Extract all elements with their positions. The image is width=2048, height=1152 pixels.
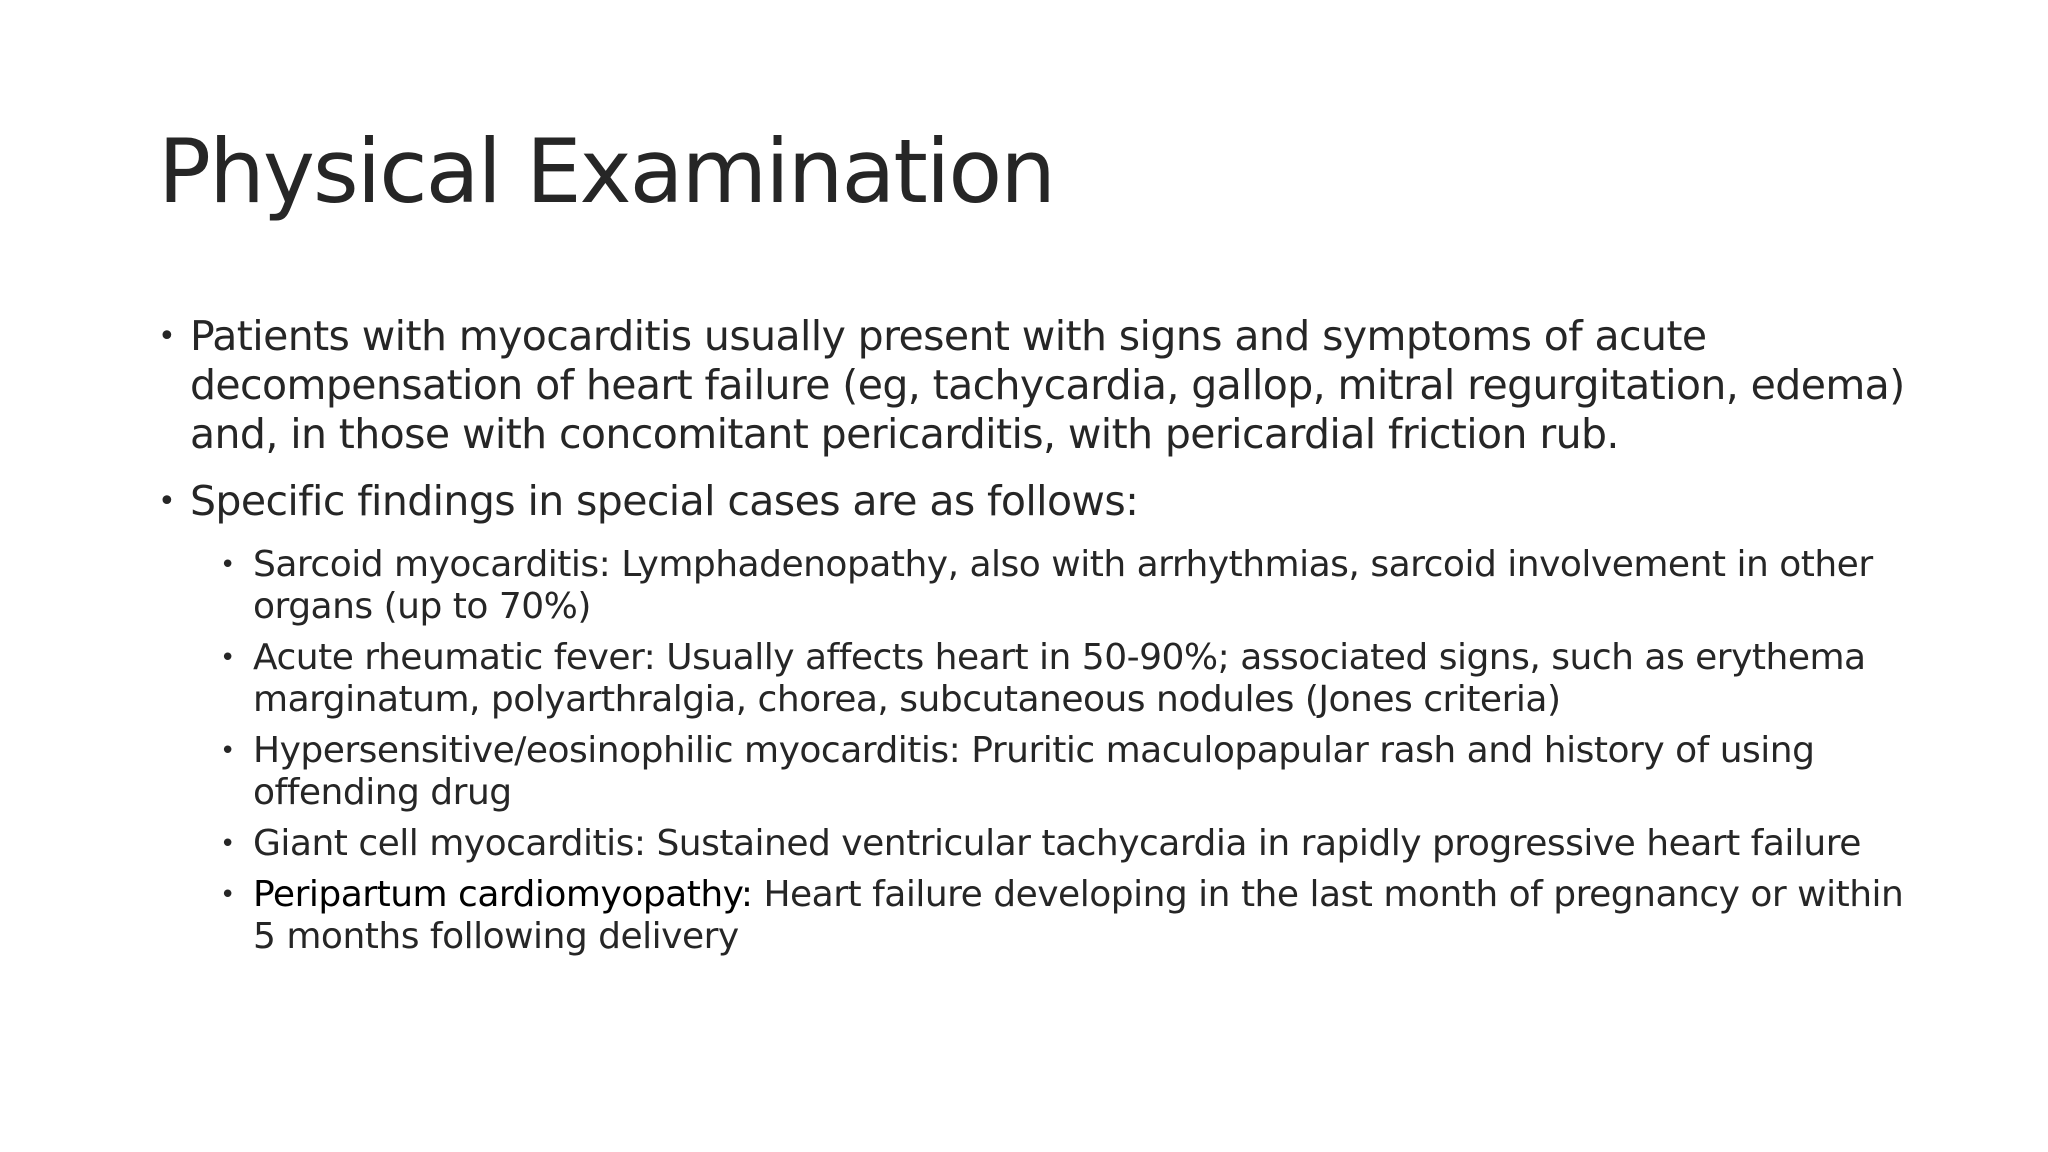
sub-bullet-text: Heart failure developing in the last month of pregnancy or within 5 months following delivery bbox=[253, 874, 1904, 957]
bullet-text: Specific findings in special cases are as follows: bbox=[190, 477, 1139, 525]
bullet-list bbox=[158, 312, 1918, 526]
sub-bullet-term: Peripartum cardiomyopathy: bbox=[253, 874, 753, 915]
slide-content bbox=[158, 312, 1918, 967]
sub-bullet-item: • Giant cell myocarditis: Sustained ventricular tachycardia in rapidly progressive heart failure bbox=[220, 823, 1918, 865]
sub-bullet-item bbox=[220, 874, 1918, 958]
bullet-item: • Patients with myocarditis usually present with signs and symptoms of acute decompensation of heart failure (eg, tachycardia, gallop, mitral regurgitation, edema) and, in those with concomitant pericarditis, with pericardial friction rub. bbox=[158, 312, 1918, 459]
sub-bullet-item: • Sarcoid myocarditis: Lymphadenopathy, also with arrhythmias, sarcoid involvement in other organs (up to 70%) bbox=[220, 544, 1918, 628]
sub-bullet-item: • Hypersensitive/eosinophilic myocarditis: Pruritic maculopapular rash and history of using offending drug bbox=[220, 730, 1918, 814]
sub-bullet-item: • Acute rheumatic fever: Usually affects heart in 50-90%; associated signs, such as erythema marginatum, polyarthralgia, chorea, subcutaneous nodules (Jones criteria) bbox=[220, 637, 1918, 721]
bullet-item bbox=[158, 477, 1918, 526]
sub-bullet-list bbox=[220, 544, 1918, 958]
slide-title: Physical Examination bbox=[158, 120, 1054, 223]
